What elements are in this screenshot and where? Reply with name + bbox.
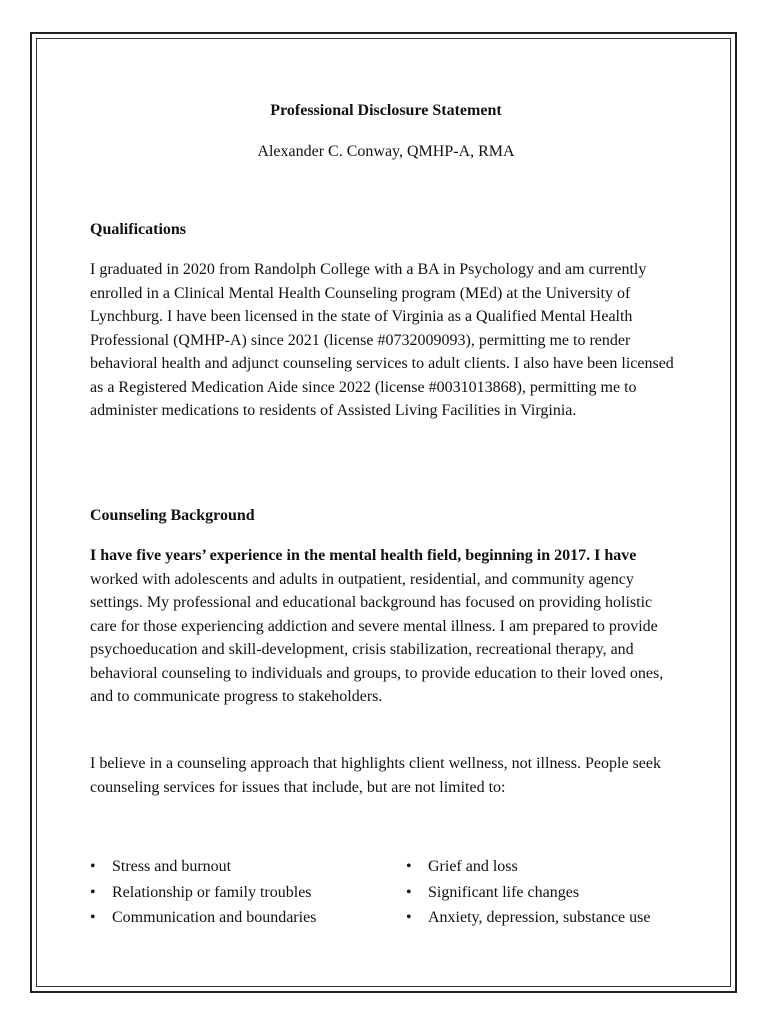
bullet-icon: • (90, 909, 96, 926)
bullet-icon: • (406, 883, 412, 901)
bullet-icon: • (406, 858, 412, 875)
list-item: • Significant life changes (406, 880, 650, 906)
counseling-background-paragraph (90, 544, 682, 709)
counseling-approach-paragraph: I believe in a counseling approach that highlights client wellness, not illness. People seek counseling services for issues that include, but are not limited to: (90, 755, 661, 796)
list-item: • Grief and loss (406, 854, 650, 880)
bullet-icon: • (406, 909, 412, 926)
background-lead-sentence: I have five years’ experience in the mental health field, beginning in 2017. I have (90, 547, 637, 564)
issues-list-right (406, 854, 650, 931)
list-item: • Stress and burnout (90, 854, 316, 880)
list-item: • Anxiety, depression, substance use (406, 905, 650, 931)
document-title: Professional Disclosure Statement (270, 102, 502, 119)
bullet-icon: • (90, 883, 96, 901)
qualifications-heading: Qualifications (90, 221, 187, 238)
list-item: • Communication and boundaries (90, 905, 316, 931)
issues-list-left (90, 854, 316, 931)
bullet-icon: • (90, 858, 96, 875)
author-name: Alexander C. Conway, QMHP-A, RMA (257, 143, 515, 160)
qualifications-paragraph: I graduated in 2020 from Randolph College with a BA in Psychology and am currently enrolled in a Clinical Mental Health Counseling program (MEd) at the University of Lynchburg. I have been licensed in the state of Virginia as a Qualified Mental Health Professional (QMHP-A) since 2021 (license #0732009093), permitting me to render behavioral health and adjunct counseling services to adult clients. I also have been licensed as a Registered Medication Aide since 2022 (license #0031013868), permitting me to administer medications to residents of Assisted Living Facilities in Virginia. (90, 261, 674, 419)
background-body-text: worked with adolescents and adults in outpatient, residential, and community agency settings. My professional and educational background has focused on providing holistic care for those experiencing addiction and severe mental illness. I am prepared to provide psychoeducation and skill-development, crisis stabilization, recreational therapy, and behavioral counseling to individuals and groups, to provide education to their loved ones, and to communicate progress to stakeholders. (90, 570, 664, 705)
list-item: • Relationship or family troubles (90, 880, 316, 906)
counseling-background-heading: Counseling Background (90, 507, 255, 524)
